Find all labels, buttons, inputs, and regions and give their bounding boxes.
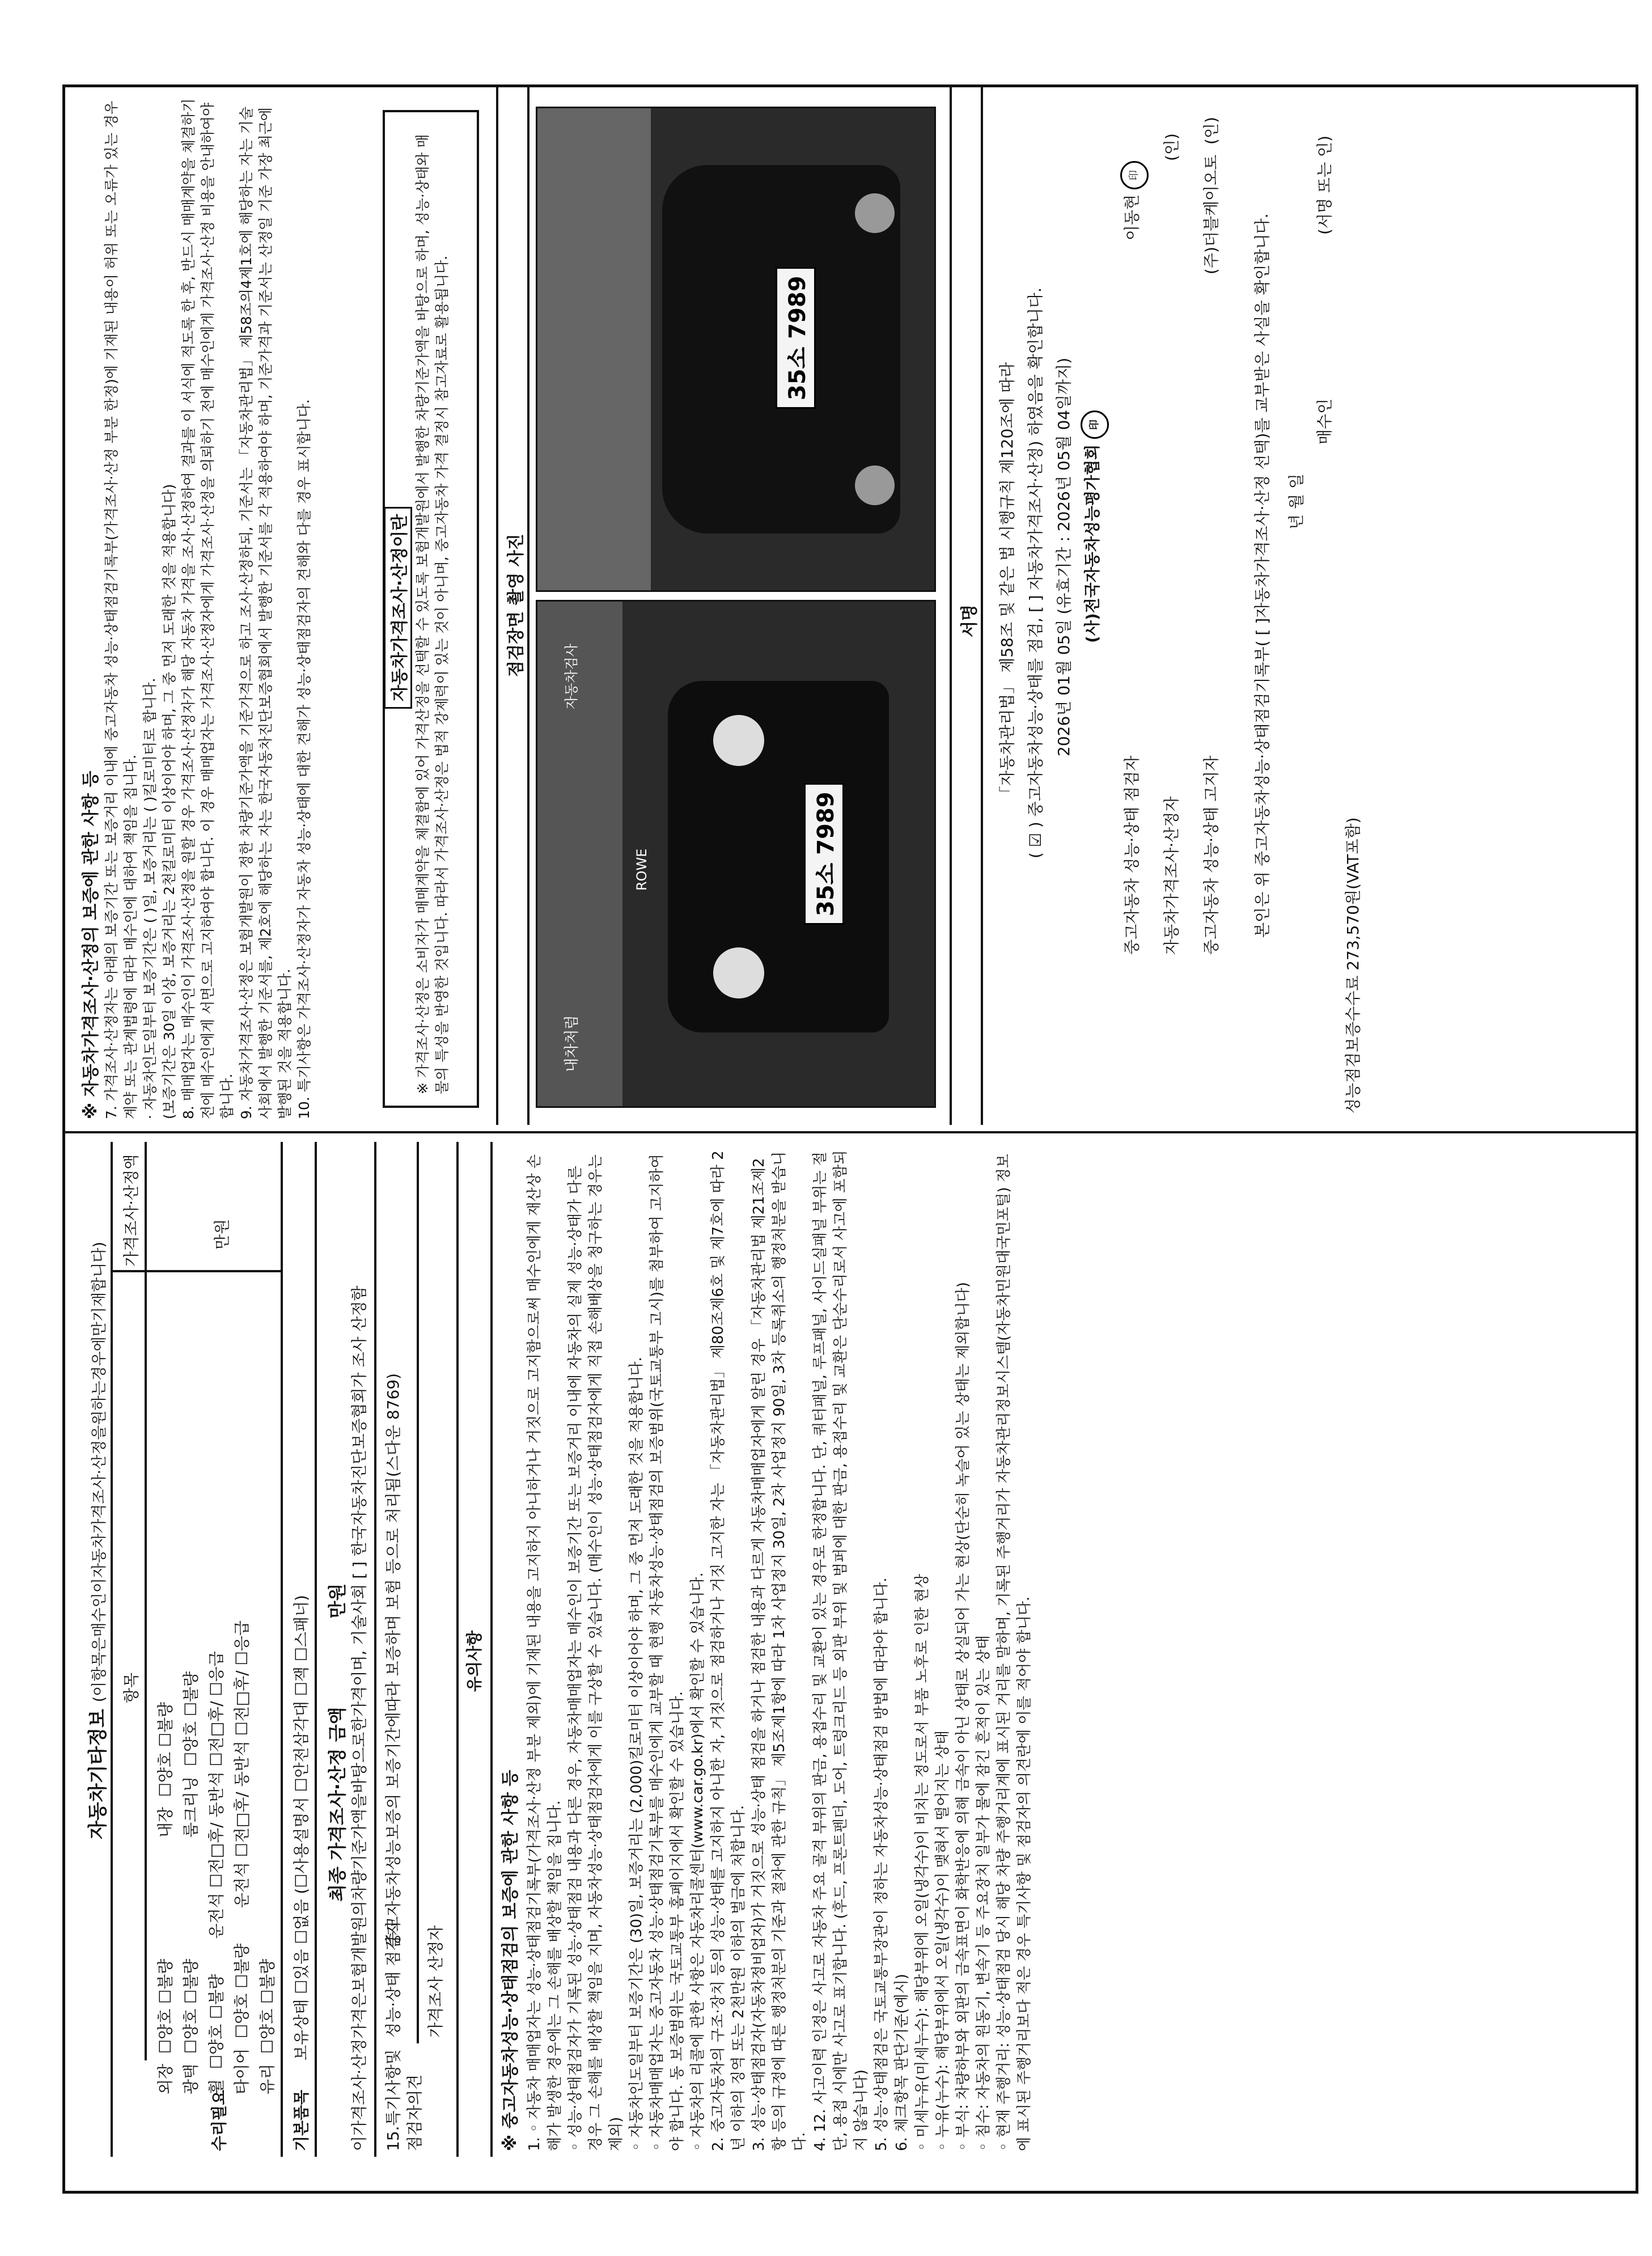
row-exterior: 외장 ☐양호 ☐불량 내장 ☐양호 ☐불량 — [156, 1701, 175, 2094]
car-body — [668, 681, 889, 1032]
note-item: 1. ◦ 자동차 매매업자는 성능·상태점검기록부(가격조사·산정 부분 제외)에 기재된 내용을 고지하지 아니하거나 거짓으로 고지함으로써 매수인에게 재산상 손해가 발생한 경우에는 그 손해를 배상할 책임을 집니다. — [526, 1154, 564, 2151]
ymd-line: 년 월 일 — [1287, 473, 1306, 530]
headlight-left — [713, 947, 764, 998]
basic-row: 보유상태 ☐있음 ☐없음 (☐사용설명서 ☐안전삼각대 ☐잭 ☐스패너) — [292, 1595, 311, 2060]
price-unit-right: 만원 — [213, 1218, 231, 1250]
notes-title: ※ 중고자동차성능·상태점검의 보증에 관한 사항 등 — [501, 1770, 520, 2151]
headlight-right — [713, 715, 764, 766]
assessor-note: 이가격조사·산정가격은보험개발원의차량기준가액을바탕으로한가격이며, 기술사회 [ ] 한국자동차진단보증협회가 조사 산정함 — [350, 1285, 368, 2151]
row-glass: 유리 ☐양호 ☐불량 — [258, 1958, 277, 2094]
repair-label: 수리필요 — [210, 2089, 228, 2151]
fee-line: 성능점검보증수수료 273,570원(VAT포함) — [1344, 817, 1362, 1114]
buyer-sign: (서명 또는 인) — [1315, 136, 1334, 235]
basic-label: 기본품목 — [292, 2089, 311, 2151]
note-item: ◦ 성능·상태점검자가 기록된 성능·상태점검 내용과 다른 경우, 자동차매매업자는 매수인이 보증기간 또는 보증거리 이내에 자동차의 실제 성능·상태가 다른 경우 그 손해를 배상할 책임을 지며, 자동차성능·상태점검자에게 이를 구상할 수 있습니다. (매수인이 성능·상태점검자에게 직접 손해배상을 청구하는 경우는 제외) — [567, 1154, 625, 2151]
note-item: 5. 성능·상태점검은 국토교통부장관이 정하는 자동차성능·상태점검 방법에 따라야 합니다. — [873, 1577, 890, 2151]
shop-sign: 내차처럼 — [564, 1015, 581, 1072]
note-item: ◦ 침수: 자동차의 원동기, 변속기 등 주요장치 일부가 물에 잠긴 흔적이 있는 상태 — [975, 1635, 992, 2151]
check-line: ( ☑ ) 중고자동차성능·상태를 점검, [ ] 자동차가격조사·산정) 하였음을 확인합니다. — [1026, 287, 1045, 858]
row-tire: 타이어 ☐양호 ☐불량 운전석 ☐전□후/ 동반석 ☐전□후/ ☐응급 — [232, 1620, 251, 2094]
assess-item: 9. 자동차가격조사·산정은 보험개발원이 정한 차량기준가액을 기준가격으로 하고 조사·산정하되, 기준서는 「자동차관리법」 제58조의4제1호에 해당하는 자는 기술사회에서 발행한 기준서를, 제2호에 해당하는 자는 한국자동차진단보증협회에서 발행한 기준서를 각 적용하여야 하며, 기준가격과 기준서는 산정일 기준 가장 최근에 발행된 것을 적용합니다. — [238, 106, 293, 1119]
inspection-sign: 자동차검사 — [564, 644, 579, 709]
law-line: 「자동차관리법」 제58조 및 같은 법 시행규칙 제120조에 따라 — [998, 362, 1016, 802]
assess-list — [102, 93, 314, 1119]
note-item: ◦ 누유(누수): 해당부위에서 오일(냉각수)이 맺혀서 떨어지는 상태 — [934, 1730, 951, 2151]
notes-list — [524, 1148, 1035, 2151]
note-item: ◦ 자동차인도일부터 보증기간은 (30)일, 보증거리는 (2,000)킬로미터 이상이어야 하며, 그 중 먼저 도래한 것을 적용합니다. — [628, 1357, 645, 2151]
photo-front — [536, 600, 936, 1108]
perf-label: 성능·상태 점검자 — [384, 1920, 403, 2038]
perf-text: 중고자동차성능보증의 보증기간에따라 보증하며 보험 등으로 처리됨(스다운 8769) — [384, 1373, 403, 1947]
note-item: 2. 중고자동차의 구조·장치 등의 성능·상태를 고지하지 아니한 자, 거짓으로 점검하거나 거짓 고지한 자는 「자동차관리법」 제80조제6호 및 제7호에 따라 2년 이하의 징역 또는 2천만원 이하의 벌금에 처합니다. — [710, 1150, 747, 2151]
assess-title: ※ 자동차가격조사·산정의 보증에 관한 사항 등 — [81, 771, 101, 1119]
receipt-line: 본인은 위 중고자동차성능·상태점검기록부( [ ]자동차가격조사·산정 선택)를 교부받은 사실을 확인합니다. — [1253, 213, 1272, 938]
lift-brand: ROWE — [634, 848, 650, 891]
assess-label: 가격조사 산정자 — [426, 1925, 445, 2038]
special-label: 15.특기사항및 점검자의견 — [384, 2049, 424, 2151]
notes-subtitle: 유의사항 — [465, 1630, 484, 1692]
photos-title: 점검장면 촬영 사진 — [506, 534, 526, 677]
right-column — [65, 87, 1636, 1125]
org-name: (사)전국자동차성능평가협회 印 — [1080, 410, 1109, 643]
price-header: 가격조사·산정액 — [122, 1154, 141, 1267]
role-assessor: 자동차가격조사·산정자 — [1162, 796, 1181, 955]
photo-rear — [536, 107, 936, 592]
sign-title: 서명 — [960, 604, 980, 637]
assess-item: · 자동차인도일부터 보증기간은 ( )일, 보증거리는 ( )킬로미터로 합니다. — [142, 678, 158, 1119]
note-item: ◦ 자동차매매업자는 중고자동차 성능·상태점검기록부를 매수인에게 교부할 때 현행 자동차성능·상태점검의 보증범위(국토교통부 고시)를 첨부하여 고지하여야 합니다. 동 보증범위는 국토교통부 홈페이지에서 확인할 수 있습니다. — [649, 1154, 686, 2151]
exhaust-left — [855, 465, 895, 505]
row-wheel: 휠 ☐양호 ☐불량 운전석 ☐전□후/ 동반석 ☐전□후/ ☐응급 — [207, 1651, 226, 2094]
assess-item: (보증기간은 30일 이상, 보증거리는 2천킬로미터 이상이어야 하며, 그 중 먼저 도래한 것을 적용합니다) — [161, 484, 177, 1119]
role-notifier: 중고자동차 성능·상태 고지자 — [1202, 755, 1221, 955]
note-item: 3. 성능·상태점검자(자동차정비업자)가 거짓으로 성능·상태 점검을 하거나 점검한 내용과 다르게 자동차매매업자에게 알린 경우 「자동차관리법 제21조제2항 등의 규정에 따른 행정처분의 기준과 절차에 관한 규칙」 제5조제1항에 따라 1차 사업정지 30일, 2차 사업정지 90일, 3차 등록취소의 행정처분을 받습니다. — [751, 1151, 808, 2151]
assess-box-title: 자동차가격조사·산정이란 — [384, 507, 412, 709]
exhaust-right — [855, 193, 895, 233]
note-item: ◦ 미세누유(미세누수): 해당부위에 오일(냉각수)이 비치는 정도로서 부품 노후로 인한 현상 — [914, 1573, 931, 2151]
buyer-label: 매수인 — [1315, 398, 1334, 445]
row-polish: 광택 ☐양호 ☐불량 룸크리닝 ☐양호 ☐불량 — [181, 1671, 200, 2094]
note-item: 4. 12. 사고이력 인정은 사고로 자동차 주요 골격 부위의 판금, 용접수리 및 교환이 있는 경우로 한정합니다. 단, 쿼터패널, 루프패널, 사이드실패널 부위는 절단, 용접 시에만 사고로 표기합니다. (후드, 프론트펜더, 도어, 트렁크리드 등 외판 부위 및 범퍼에 대한 판금, 용접수리 및 교환은 단순수리로서 사고에 포함되지 않습니다) — [812, 1150, 870, 2151]
assess-item: 7. 가격조사·산정자는 아래의 보증기간 또는 보증거리 이내에 중고자동차 성능·상태점검기록부(가격조사·산정 부분 한정)에 기재된 내용이 허위 또는 오류가 있는 경우 계약 또는 관계법령에 따라 매수인에 대하여 책임을 집니다. — [103, 100, 139, 1119]
document-sheet — [62, 84, 1638, 2194]
org-seal-icon: 印 — [1081, 410, 1109, 439]
final-price-label: 최종 가격조사·산정 금액 만원 — [327, 1583, 348, 1902]
inspector-name: 이동현 印 — [1120, 161, 1149, 240]
note-item: 6. 체크항목 판단기준(예시) — [893, 1974, 910, 2151]
note-item: ◦ 자동차의 리콜에 관한 사항은 자동차리콜센터(www.car.go.kr)에서 확인할 수 있습니다. — [689, 1572, 706, 2151]
other-info-title: 자동차기타정보 (이항목은매수인이자동차가격조사·산정을원하는경우에만기재합니다) — [87, 1242, 109, 1839]
license-plate-rear: 35소 7989 — [776, 267, 816, 409]
assess-box-text: ※ 가격조사·산정은 소비자가 매매계약을 체결함에 있어 가격산정을 선택할 수 있도록 보험개발원에서 발행한 차량기준가액을 바탕으로 하며, 성능·상태와 매물의 특성을 반영한 것입니다. 따라서 가격조사·산정은 법적 강제력이 있는 것이 아니며, 중고자동차 가격 결정시 참고자료로 활용됩니다. — [414, 134, 450, 1094]
item-header: 항목 — [122, 1672, 141, 1703]
role-inspector: 중고자동차 성능·상태 점검자 — [1122, 755, 1141, 955]
date-line: 2026년 01월 05일 (유효기간 : 2026년 05월 04일까지) — [1054, 357, 1073, 756]
note-item: ◦ 부식: 차량하부와 외판의 금속표면이 화학반응에 의해 금속이 아닌 상태로 상실되어 가는 현상(단순히 녹슬어 있는 상태는 제외합니다) — [955, 1282, 972, 2151]
assess-item: 8. 매매업자는 매수인이 가격조사·산정을 원할 경우 가격조사·산정자가 해당 자동차 가격을 조사·산정하여 결과를 이 서식에 적도록 한 후, 반드시 매매계약을 체결하기 전에 매수인에게 서면으로 고지하여야 합니다. 이 경우 매매업자는 가격조사·산정자에게 가격조사·산정을 의뢰하기 전에 매수인에게 가격조사·산정 비용을 안내하여야 합니다. — [180, 98, 235, 1119]
inspector-seal-icon: 印 — [1120, 161, 1149, 189]
note-item: ◦ 현재 주행거리: 성능·상태점검 당시 해당 차량 주행거리계에 표시된 거리를 말하며, 기록된 주행거리가 자동차관리정보시스템(자동차민원대국민포털) 정보에 표시된 주행거리보다 적은 경우 특기사항 및 점검자의 의견란에 이를 적어야 합니다. — [996, 1154, 1033, 2151]
assess-box — [383, 110, 479, 1108]
assess-item: 10. 특기사항은 가격조사·산정자가 자동차 성능·상태에 대한 견해가 성능·상태점검자의 견해와 다를 경우 표시합니다. — [296, 399, 312, 1119]
notifier-name: (주)더블케이오토 (인) — [1202, 117, 1221, 274]
left-column — [65, 1142, 1636, 2157]
assessor-seal: (인) — [1162, 133, 1181, 161]
license-plate-front: 35소 7989 — [804, 783, 844, 925]
